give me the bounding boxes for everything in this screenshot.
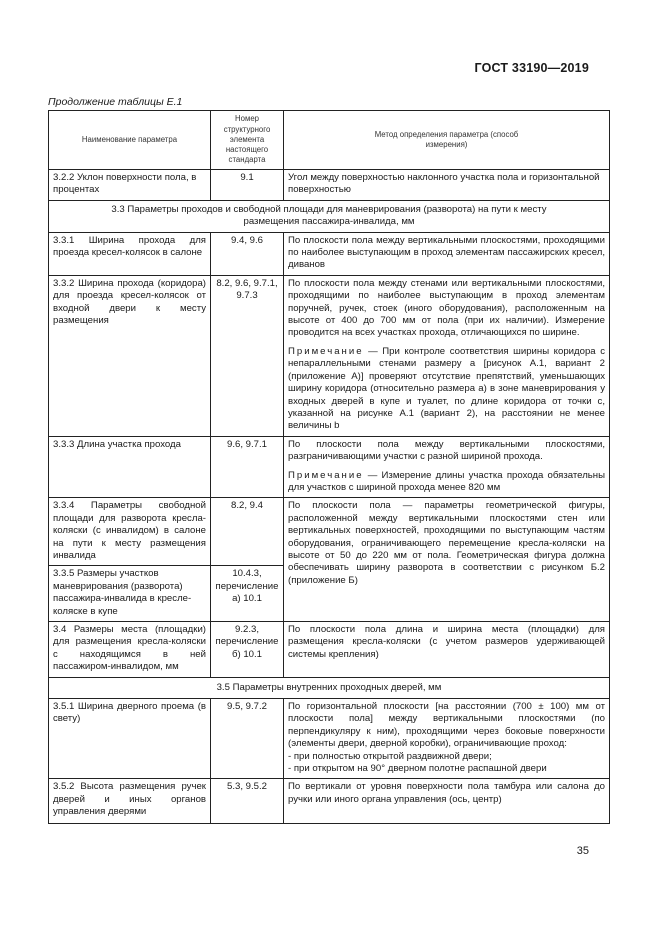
method-text: По плоскости пола между вертикальными плоскостями, разграничивающими участки с разной шириной прохода. xyxy=(288,438,605,463)
param-method xyxy=(284,699,610,779)
param-name: 3.3.4 Параметры свободной площади для разворота кресла-коляски (с инвалидом) в салоне на пути к месту размещения инвалида xyxy=(49,498,211,566)
param-method xyxy=(284,436,610,498)
table-caption: Продолжение таблицы Е.1 xyxy=(48,96,183,108)
note xyxy=(288,470,605,495)
table-row xyxy=(49,699,610,779)
section-title-3-3: 3.3 Параметры проходов и свободной площади для маневрирования (разворота) на пути к месту размещения пассажира-инвалида, мм xyxy=(49,200,610,232)
column-header-method: Метод определения параметра (способ измерения) xyxy=(284,111,610,170)
table-row xyxy=(49,436,610,498)
table-row xyxy=(49,779,610,823)
note-text: — При контроле соответствия ширины коридора с непараллельными стенами размеру a [рисунок А.1, вариант 2 (приложение А)] проверяют отсутствие препятствий, уменьшающих ширину коридора (относительно размера a) в зоне маневрирования у входных дверей в купе и туалет, по длине коридора от точки c, указанной на рисунке А.1 (вариант 2), на расстоянии не менее величины b xyxy=(288,345,605,432)
param-ref: 9.1 xyxy=(211,170,284,201)
method-item: - при полностью открытой раздвижной двери; xyxy=(288,750,492,762)
param-ref: 9.4, 9.6 xyxy=(211,232,284,275)
method-item: - при открытом на 90° дверном полотне распашной двери xyxy=(288,763,547,775)
param-name: 3.4 Размеры места (площадки) для размещения кресла-коляски с находящимся в ней пассажиром-инвалидом, мм xyxy=(49,622,211,678)
table-row xyxy=(49,275,610,436)
parameters-table xyxy=(48,110,610,824)
note-label: Примечание xyxy=(288,469,364,481)
standard-designation: ГОСТ 33190—2019 xyxy=(474,61,589,75)
column-header-ref: Номер структурного элемента настоящего стандарта xyxy=(211,111,284,170)
param-name: 3.5.2 Высота размещения ручек дверей и иных органов управления дверями xyxy=(49,779,211,823)
param-name: 3.3.1 Ширина прохода для проезда кресел-колясок в салоне xyxy=(49,232,211,275)
param-method: По плоскости пола длина и ширина места (площадки) для размещения кресла-коляски (с учетом размеров удерживающей системы крепления) xyxy=(284,622,610,678)
param-ref: 5.3, 9.5.2 xyxy=(211,779,284,823)
param-method: По плоскости пола между вертикальными плоскостями, проходящими по наиболее выступающим в проход элементам пассажирских кресел, диванов xyxy=(284,232,610,275)
method-text: По горизонтальной плоскости [на расстоянии (700 ± 100) мм от плоскости пола] между вертикальными плоскостями (по перпендикуляру к ним), проходящими через боковые поверхности (элементы двери, дверной коробки), ограничивающие проход: xyxy=(288,701,605,750)
column-header-name: Наименование параметра xyxy=(49,111,211,170)
section-row xyxy=(49,200,610,232)
note-label: Примечание xyxy=(288,345,364,357)
param-ref: 9.2.3, перечисление б) 10.1 xyxy=(211,622,284,678)
note xyxy=(288,346,605,433)
table-header-row xyxy=(49,111,610,170)
param-name: 3.3.5 Размеры участков маневрирования (разворота) пассажира-инвалида в кресле-коляске в купе xyxy=(49,566,211,622)
table-row xyxy=(49,622,610,678)
param-name: 3.3.3 Длина участка прохода xyxy=(49,436,211,498)
param-ref: 8.2, 9.4 xyxy=(211,498,284,566)
param-method: Угол между поверхностью наклонного участка пола и горизонтальной поверхностью xyxy=(284,170,610,201)
param-ref: 9.6, 9.7.1 xyxy=(211,436,284,498)
section-row xyxy=(49,677,610,698)
param-method: По плоскости пола — параметры геометрической фигуры, расположенной между вертикальными плоскостями стен или вертикальных поверхностей, проходящими по выступающим частям оборудования, ограничивающего перемещение кресла-коляски на высоте от 50 до 220 мм от пола. Геометрическая фигура должна обеспечивать ширину разворота в соответствии с рисунком Б.2 (приложение Б) xyxy=(284,498,610,622)
param-name: 3.3.2 Ширина прохода (коридора) для проезда кресел-колясок от входной двери к месту размещения xyxy=(49,275,211,436)
note-text: — Измерение длины участка прохода обязательны для участков с шириной прохода менее 820 мм xyxy=(288,469,605,493)
param-ref: 9.5, 9.7.2 xyxy=(211,699,284,779)
param-method xyxy=(284,275,610,436)
param-ref: 10.4.3, перечисление а) 10.1 xyxy=(211,566,284,622)
param-name: 3.5.1 Ширина дверного проема (в свету) xyxy=(49,699,211,779)
table-row xyxy=(49,170,610,201)
table-row xyxy=(49,498,610,566)
param-ref: 8.2, 9.6, 9.7.1, 9.7.3 xyxy=(211,275,284,436)
param-method: По вертикали от уровня поверхности пола тамбура или салона до ручки или иного органа управления (ось, центр) xyxy=(284,779,610,823)
page-number: 35 xyxy=(576,845,589,857)
param-name: 3.2.2 Уклон поверхности пола, в процентах xyxy=(49,170,211,201)
section-title-3-5: 3.5 Параметры внутренних проходных дверей, мм xyxy=(49,677,610,698)
table-row xyxy=(49,232,610,275)
method-text: По плоскости пола между стенами или вертикальными плоскостями, проходящими по наиболее выступающим в проход элементам поручней, ручек, стоек (иного оборудования), расположенным на высоте от 400 до 700 мм от пола (при их наличии). Измерение проводится на всех участках прохода, отличающихся по ширине. xyxy=(288,277,605,339)
